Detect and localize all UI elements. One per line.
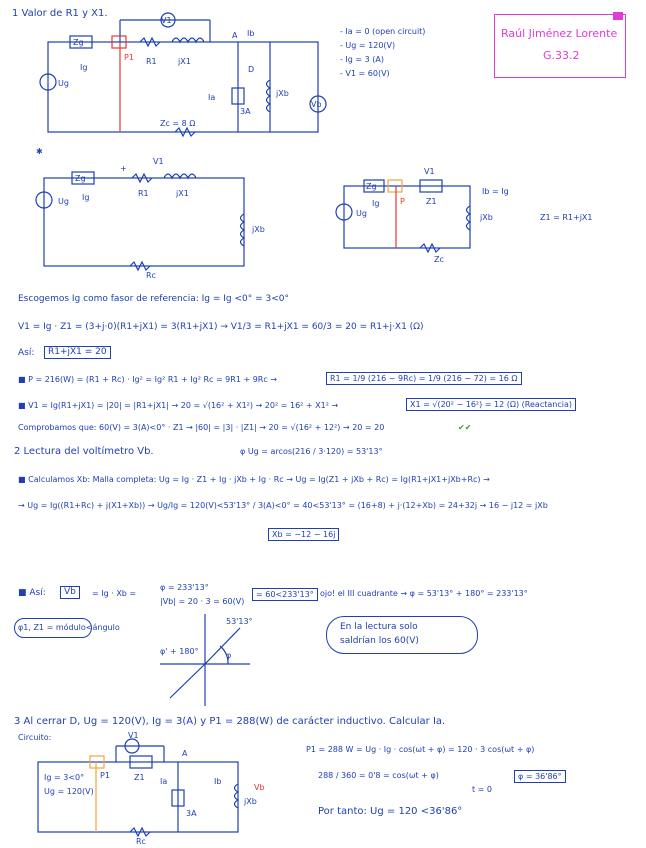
- c4-label-z1: Z1: [134, 773, 145, 782]
- c2-label-plus: +: [120, 164, 127, 173]
- c1-label-jxb: jXb: [276, 89, 289, 98]
- c4-label-v1: V1: [128, 731, 139, 740]
- c1-label-p1: P1: [124, 53, 134, 62]
- c2-label-ug: Ug: [58, 197, 69, 206]
- c2-label-rc: Rc: [146, 271, 156, 280]
- deriv-line-1: Escogemos Ig como fasor de referencia: Ig = Ig <0° = 3<0°: [18, 294, 289, 304]
- c4-label-ib: Ib: [214, 777, 222, 786]
- section3-eq-2-t0: t = 0: [472, 785, 493, 794]
- c4-label-3a: 3A: [186, 809, 197, 818]
- c2-label-v1: V1: [153, 157, 164, 166]
- deriv-line-3-result: R1+jX1 = 20: [44, 346, 111, 359]
- c1-label-v1: V1: [161, 16, 172, 25]
- c4-label-ia: Ia: [160, 777, 168, 786]
- c3-label-jxb: jXb: [480, 213, 493, 222]
- section2-brace-2: |Vb| = 20 · 3 = 60(V): [160, 597, 245, 606]
- deriv-line-2: V1 = Ig · Z1 = (3+j·0)(R1+jX1) = 3(R1+jX1) → V1/3 = R1+jX1 = 60/3 = 20 = R1+j·X1 (Ω): [18, 322, 424, 332]
- section3-por-tanto: Por tanto: Ug = 120 <36'86°: [318, 806, 463, 817]
- c1-label-ig: Ig: [80, 63, 88, 72]
- c1-label-vb: Vb: [311, 100, 322, 109]
- section3-circuito: Circuito:: [18, 733, 52, 742]
- note-open-circuit: - Ia = 0 (open circuit): [340, 27, 426, 36]
- c1-label-3a: 3A: [240, 107, 251, 116]
- c3-label-z1-eq: Z1 = R1+jX1: [540, 213, 593, 222]
- section3-eq-1: P1 = 288 W = Ug · Ig · cos(ωt + φ) = 120 · 3 cos(ωt + φ): [306, 745, 535, 754]
- phasor-label-phi: 53'13°: [226, 617, 253, 626]
- deriv-line-6: Comprobamos que: 60(V) = 3(A)<0° · Z1 → |60| = |3| · |Z1| → 20 = √(16² + 12²) → 20 = 20: [18, 423, 385, 432]
- c3-label-p: P: [400, 197, 405, 206]
- section2-title: 2 Lectura del voltímetro Vb.: [14, 446, 154, 457]
- c3-label-ug: Ug: [356, 209, 367, 218]
- deriv-line-4-result: R1 = 1/9 (216 − 9Rc) = 1/9 (216 − 72) = 16 Ω: [326, 372, 522, 385]
- check-mark: ✔✔: [458, 423, 472, 432]
- section2-line-2: → Ug = Ig((R1+Rc) + j(X1+Xb)) → Ug/Ig = 120(V)<53'13° / 3(A)<0° = 40<53'13° = (16+8) + j·(12+Xb) = 24+32j → 16 − j12 = jXb: [18, 501, 548, 510]
- c2-label-r1: R1: [138, 189, 149, 198]
- c4-label-jxb: jXb: [244, 797, 257, 806]
- deriv-line-4: ■ P = 216(W) = (R1 + Rc) · Ig² = Ig² R1 + Ig² Rc = 9R1 + 9Rc →: [18, 375, 278, 384]
- deriv-line-5: ■ V1 = Ig(R1+jX1) = |20| = |R1+jX1| → 20 = √(16² + X1²) → 20² = 16² + X1² →: [18, 401, 339, 410]
- section2-brace-1: φ = 233'13°: [160, 583, 209, 592]
- section2-line-1: ■ Calculamos Xb: Malla completa: Ug = Ig · Z1 + Ig · jXb + Ig · Rc → Ug = Ig(Z1 + jXb + Rc) = Ig(R1+jX1+jXb+Rc) →: [18, 475, 490, 484]
- section2-vb-eq: = Ig · Xb =: [92, 589, 137, 598]
- c1-label-d: D: [248, 65, 255, 74]
- phasor-label-phi2: φ: [226, 651, 232, 660]
- c1-label-zc: Zc = 8 Ω: [160, 119, 196, 128]
- c1-label-a: A: [232, 31, 238, 40]
- c1-label-ug: Ug: [58, 79, 69, 88]
- section1-title: 1 Valor de R1 y X1.: [12, 8, 108, 19]
- c1-label-ia: Ia: [208, 93, 216, 102]
- c4-label-p1: P1: [100, 771, 110, 780]
- c3-label-ib-eq: Ib = Ig: [482, 187, 509, 196]
- c1-label-r1: R1: [146, 57, 157, 66]
- c2-label-jxb: jXb: [252, 225, 265, 234]
- section2-xb-result: Xb = −12 − 16j: [268, 528, 339, 541]
- c3-label-zg: Zg: [366, 182, 377, 191]
- c2-label-ig: Ig: [82, 193, 90, 202]
- c1-label-jx1: jX1: [178, 57, 191, 66]
- small-bubble-text: φ1, Z1 = módulo<ángulo: [18, 623, 120, 632]
- author-name: Raúl Jiménez Lorente: [501, 27, 618, 40]
- author-group: G.33.2: [543, 49, 580, 62]
- c3-label-v1: V1: [424, 167, 435, 176]
- c1-label-ib: Ib: [247, 29, 255, 38]
- section2-asi: ■ Así:: [18, 588, 46, 598]
- c2-label-jx1: jX1: [176, 189, 189, 198]
- c4-label-a: A: [182, 749, 188, 758]
- c2-star-mark: ✱: [36, 147, 43, 156]
- c3-label-zc: Zc: [434, 255, 444, 264]
- c4-label-ig: Ig = 3<0°: [44, 773, 85, 782]
- c4-label-rc: Rc: [136, 837, 146, 846]
- deriv-line-5-result: X1 = √(20² − 16²) = 12 (Ω) (Reactancia): [406, 398, 576, 411]
- c4-label-vb: Vb: [254, 783, 265, 792]
- c1-label-zg: Zg: [73, 38, 84, 47]
- note-ug: - Ug = 120(V): [340, 41, 396, 50]
- section2-vb-box: Vb: [60, 586, 80, 599]
- c4-label-ug: Ug = 120(V): [44, 787, 94, 796]
- c3-label-ig: Ig: [372, 199, 380, 208]
- section3-phi-result: φ = 36'86°: [514, 770, 566, 783]
- bubble-line-2: saldrían los 60(V): [340, 636, 419, 646]
- c3-label-z1: Z1: [426, 197, 437, 206]
- section2-result: = 60<233'13°: [252, 588, 318, 601]
- c2-label-zg: Zg: [75, 174, 86, 183]
- section3-title: 3 Al cerrar D, Ug = 120(V), Ig = 3(A) y P1 = 288(W) de carácter inductivo. Calcular Ia.: [14, 716, 446, 727]
- note-ig: - Ig = 3 (A): [340, 55, 385, 64]
- note-v1: - V1 = 60(V): [340, 69, 390, 78]
- section2-ojo: ojo! el III cuadrante → φ = 53'13° + 180° = 233'13°: [320, 589, 528, 598]
- section2-phi: φ Ug = arcos(216 / 3·120) = 53'13°: [240, 447, 383, 456]
- deriv-line-3-prefix: Así:: [18, 348, 35, 358]
- bubble-line-1: En la lectura solo: [340, 622, 418, 632]
- phasor-label-sum: φ' + 180°: [160, 647, 199, 656]
- section3-eq-2: 288 / 360 = 0'8 = cos(ωt + φ): [318, 771, 439, 780]
